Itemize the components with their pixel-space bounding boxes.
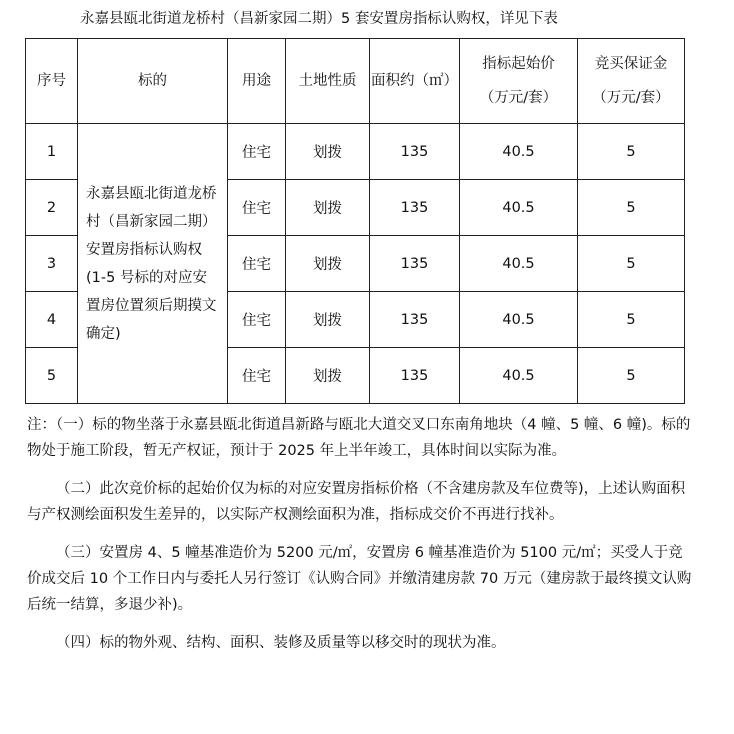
header-area: 面积约（㎡） [370,39,460,124]
header-no: 序号 [26,39,78,124]
header-deposit-line2: （万元/套） [592,90,670,106]
row-deposit: 5 [578,180,685,236]
row-deposit: 5 [578,292,685,348]
row-area: 135 [370,236,460,292]
subject-cell: 永嘉县瓯北街道龙桥村（昌新家园二期）安置房指标认购权 (1-5 号标的对应安置房位置须后期摸文确定) [78,124,228,404]
row-no: 5 [26,348,78,404]
row-area: 135 [370,348,460,404]
document-title: 永嘉县瓯北街道龙桥村（昌新家园二期）5 套安置房指标认购权，详见下表 [80,11,558,27]
row-land: 划拨 [286,348,370,404]
row-usage: 住宅 [228,348,286,404]
row-area: 135 [370,124,460,180]
row-start-price: 40.5 [460,124,578,180]
header-start-price-line2: （万元/套） [479,90,558,106]
row-land: 划拨 [286,124,370,180]
note-2: （二）此次竞价标的起始价仅为标的对应安置房指标价格（不含建房款及车位费等)，上述认购面积与产权测绘面积发生差异的，以实际产权测绘面积为准，指标成交价不再进行找补。 [27,481,686,523]
listing-table [25,38,685,404]
row-land: 划拨 [286,180,370,236]
header-land: 土地性质 [286,39,370,124]
row-land: 划拨 [286,292,370,348]
note-3: （三）安置房 4、5 幢基准造价为 5200 元/㎡，安置房 6 幢基准造价为 5100 元/㎡；买受人于竞价成交后 10 个工作日内与委托人另行签订《认购合同》并缴清建房款 70 万元（建房款于最终摸文认购后统一结算，多退少补)。 [27,545,692,613]
header-deposit [578,39,685,124]
notes-section [27,412,697,668]
row-deposit: 5 [578,124,685,180]
header-start-price [460,39,578,124]
row-start-price: 40.5 [460,236,578,292]
note-1: 注：（一）标的物坐落于永嘉县瓯北街道昌新路与瓯北大道交叉口东南角地块（4 幢、5 幢、6 幢)。标的物处于施工阶段，暂无产权证，预计于 2025 年上半年竣工，具体时间以实际为准。 [27,417,691,459]
row-deposit: 5 [578,236,685,292]
row-usage: 住宅 [228,124,286,180]
header-subject: 标的 [78,39,228,124]
row-area: 135 [370,292,460,348]
row-no: 4 [26,292,78,348]
row-usage: 住宅 [228,180,286,236]
row-area: 135 [370,180,460,236]
header-deposit-line1: 竞买保证金 [594,56,668,72]
row-no: 3 [26,236,78,292]
header-start-price-line1: 指标起始价 [482,56,555,72]
row-usage: 住宅 [228,236,286,292]
table-header-row [26,39,685,124]
row-start-price: 40.5 [460,348,578,404]
row-usage: 住宅 [228,292,286,348]
table-row [26,124,685,180]
row-no: 2 [26,180,78,236]
row-deposit: 5 [578,348,685,404]
row-no: 1 [26,124,78,180]
row-land: 划拨 [286,236,370,292]
note-4: （四）标的物外观、结构、面积、装修及质量等以移交时的现状为准。 [56,635,506,651]
row-start-price: 40.5 [460,292,578,348]
row-start-price: 40.5 [460,180,578,236]
header-usage: 用途 [228,39,286,124]
